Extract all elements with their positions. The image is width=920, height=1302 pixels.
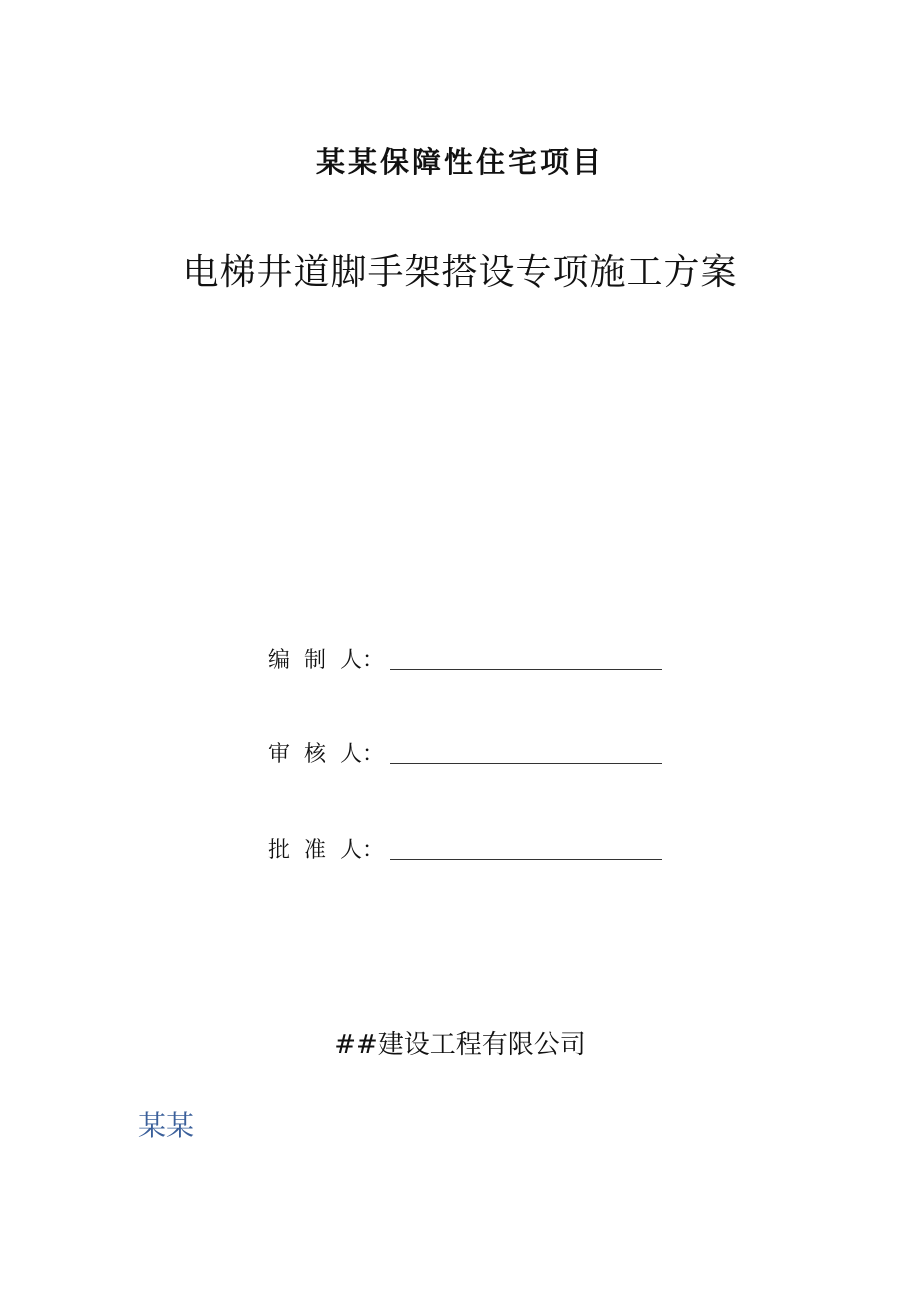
signature-row-compiler xyxy=(268,640,662,674)
signature-label-compiler: 编 制 人： xyxy=(268,648,384,673)
signature-line-approver xyxy=(390,857,662,860)
signature-line-compiler xyxy=(390,667,662,670)
document-title: 电梯井道脚手架搭设专项施工方案 xyxy=(182,252,738,293)
footer-mark: 某某 xyxy=(138,1109,195,1142)
signature-row-approver xyxy=(268,830,662,864)
signature-label-reviewer: 审 核 人： xyxy=(268,742,384,767)
signature-row-reviewer xyxy=(268,734,662,768)
company-name: ##建设工程有限公司 xyxy=(334,1030,586,1060)
project-title: 某某保障性住宅项目 xyxy=(315,145,604,179)
signature-line-reviewer xyxy=(390,761,662,764)
signature-label-approver: 批 准 人： xyxy=(268,838,384,863)
